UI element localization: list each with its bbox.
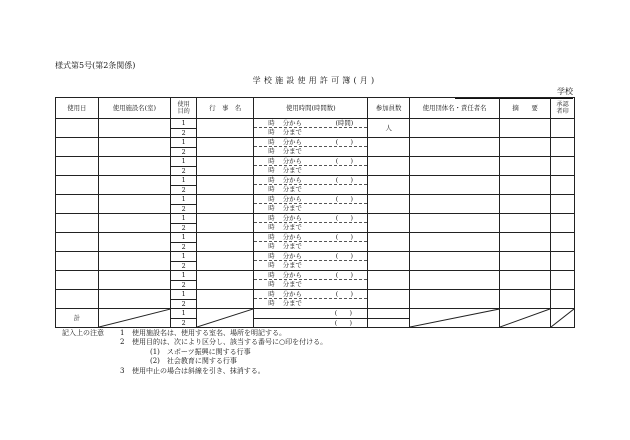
note-2-num: 2 — [120, 338, 125, 347]
from-hour-label: 時 — [268, 214, 275, 223]
to-min-label: 分まで — [282, 147, 302, 156]
from-min-label: 分から — [282, 195, 302, 204]
from-min-label: 分から — [282, 214, 302, 223]
time-to — [254, 204, 367, 213]
from-min-label: 分から — [282, 119, 302, 128]
facility-cell[interactable] — [98, 271, 171, 290]
event-cell[interactable] — [197, 290, 254, 309]
ledger-body — [56, 119, 575, 328]
purpose-option-1[interactable]: 1 — [171, 271, 197, 281]
time-cell[interactable] — [254, 176, 368, 195]
from-hour-label: 時 — [268, 290, 275, 299]
to-hour-label: 時 — [268, 166, 275, 175]
event-cell[interactable] — [197, 252, 254, 271]
date-cell[interactable] — [56, 176, 99, 195]
purpose-option-1[interactable]: 1 — [171, 252, 197, 262]
remarks-cell[interactable] — [500, 195, 551, 214]
approval-cell[interactable] — [551, 290, 575, 309]
col-date: 使用日 — [56, 98, 99, 119]
date-cell[interactable] — [56, 290, 99, 309]
to-min-label: 分まで — [282, 128, 302, 137]
approval-cell[interactable] — [551, 233, 575, 252]
hours-paren: ( ) — [335, 233, 353, 242]
participants-cell[interactable] — [368, 119, 410, 138]
time-cell[interactable] — [254, 252, 368, 271]
time-to — [254, 128, 367, 137]
total-purpose-2[interactable]: 2 — [171, 318, 197, 328]
remarks-cell[interactable] — [500, 252, 551, 271]
time-cell[interactable] — [254, 157, 368, 176]
time-cell[interactable] — [254, 290, 368, 309]
to-min-label: 分まで — [282, 185, 302, 194]
remarks-cell[interactable] — [500, 271, 551, 290]
approval-cell[interactable] — [551, 271, 575, 290]
event-cell[interactable] — [197, 176, 254, 195]
facility-cell[interactable] — [98, 252, 171, 271]
organization-cell[interactable] — [409, 290, 499, 309]
from-min-label: 分から — [282, 271, 302, 280]
remarks-cell[interactable] — [500, 119, 551, 138]
participants-cell[interactable] — [368, 290, 410, 309]
col-purpose-l2: 目的 — [177, 108, 190, 115]
event-cell[interactable] — [197, 233, 254, 252]
to-min-label: 分まで — [282, 242, 302, 251]
time-cell[interactable] — [254, 271, 368, 290]
page-title: 学校施設使用許可簿(月) — [252, 76, 378, 85]
participants-cell[interactable] — [368, 195, 410, 214]
approval-cell[interactable] — [551, 195, 575, 214]
hours-paren: ( ) — [335, 271, 353, 280]
participants-unit: 人 — [385, 123, 392, 132]
total-time-1[interactable]: ( ) — [254, 309, 368, 319]
to-hour-label: 時 — [268, 261, 275, 270]
from-min-label: 分から — [282, 233, 302, 242]
col-remarks: 摘 要 — [500, 98, 551, 119]
note-3-num: 3 — [120, 366, 125, 375]
facility-cell[interactable] — [98, 214, 171, 233]
total-event-slash — [197, 309, 254, 328]
approval-cell[interactable] — [551, 157, 575, 176]
participants-cell[interactable] — [368, 271, 410, 290]
time-to — [254, 280, 367, 289]
facility-cell[interactable] — [98, 176, 171, 195]
purpose-option-2[interactable]: 2 — [171, 223, 197, 233]
purpose-option-1[interactable]: 1 — [171, 214, 197, 224]
hours-paren: (時間) — [335, 119, 354, 128]
to-hour-label: 時 — [268, 223, 275, 232]
to-hour-label: 時 — [268, 280, 275, 289]
purpose-option-2[interactable]: 2 — [171, 299, 197, 309]
remarks-cell[interactable] — [500, 176, 551, 195]
entry-row — [56, 157, 575, 167]
facility-cell[interactable] — [98, 233, 171, 252]
to-min-label: 分まで — [282, 261, 302, 270]
purpose-option-2[interactable]: 2 — [171, 147, 197, 157]
date-cell[interactable] — [56, 138, 99, 157]
note-2-1: (1) スポーツ振興に関する行事 — [150, 347, 251, 356]
to-min-label: 分まで — [282, 299, 302, 308]
purpose-option-1[interactable]: 1 — [171, 290, 197, 300]
date-cell[interactable] — [56, 214, 99, 233]
to-min-label: 分まで — [282, 204, 302, 213]
total-approval-slash — [551, 309, 575, 328]
date-cell[interactable] — [56, 252, 99, 271]
purpose-option-1[interactable]: 1 — [171, 195, 197, 205]
header-row — [56, 98, 575, 119]
note-2: 使用目的は、次により区分し、該当する番号に○印を付ける。 — [132, 338, 328, 347]
total-facility-slash — [98, 309, 171, 328]
from-min-label: 分から — [282, 290, 302, 299]
entry-row — [56, 252, 575, 262]
col-approval-l1: 承認 — [556, 101, 569, 108]
organization-cell[interactable] — [409, 233, 499, 252]
hours-label: 時間 — [338, 119, 351, 128]
to-min-label: 分まで — [282, 280, 302, 289]
total-org-slash — [409, 309, 499, 328]
col-participants: 参加員数 — [368, 98, 410, 119]
entry-row — [56, 195, 575, 205]
remarks-cell[interactable] — [500, 138, 551, 157]
permit-ledger-table — [55, 97, 575, 328]
form-number: 様式第5号(第2条関係) — [55, 61, 136, 70]
time-to — [254, 242, 367, 251]
to-hour-label: 時 — [268, 299, 275, 308]
to-hour-label: 時 — [268, 147, 275, 156]
facility-cell[interactable] — [98, 138, 171, 157]
event-cell[interactable] — [197, 119, 254, 138]
entry-row — [56, 271, 575, 281]
to-hour-label: 時 — [268, 204, 275, 213]
purpose-option-1[interactable]: 1 — [171, 157, 197, 167]
col-organization: 使用団体名・責任者名 — [409, 98, 499, 119]
organization-cell[interactable] — [409, 271, 499, 290]
date-cell[interactable] — [56, 119, 99, 138]
time-from — [254, 234, 367, 243]
entry-row — [56, 290, 575, 300]
date-cell[interactable] — [56, 233, 99, 252]
col-approval-l2: 者印 — [556, 108, 569, 115]
event-cell[interactable] — [197, 157, 254, 176]
col-facility: 使用施設名(室) — [98, 98, 171, 119]
time-to — [254, 185, 367, 194]
organization-cell[interactable] — [409, 138, 499, 157]
participants-cell[interactable] — [368, 214, 410, 233]
purpose-option-1[interactable]: 1 — [171, 233, 197, 243]
col-event: 行 事 名 — [197, 98, 254, 119]
time-from — [254, 177, 367, 186]
to-hour-label: 時 — [268, 128, 275, 137]
time-to — [254, 223, 367, 232]
purpose-option-1[interactable]: 1 — [171, 138, 197, 148]
from-hour-label: 時 — [268, 176, 275, 185]
hours-paren: ( ) — [335, 214, 353, 223]
time-from — [254, 253, 367, 262]
to-min-label: 分まで — [282, 223, 302, 232]
participants-cell[interactable] — [368, 157, 410, 176]
facility-cell[interactable] — [98, 195, 171, 214]
from-hour-label: 時 — [268, 271, 275, 280]
event-cell[interactable] — [197, 271, 254, 290]
time-cell[interactable] — [254, 214, 368, 233]
from-hour-label: 時 — [268, 119, 275, 128]
purpose-option-2[interactable]: 2 — [171, 185, 197, 195]
event-cell[interactable] — [197, 138, 254, 157]
time-from — [254, 120, 367, 129]
date-cell[interactable] — [56, 157, 99, 176]
total-participants-2[interactable] — [368, 318, 410, 328]
event-cell[interactable] — [197, 195, 254, 214]
organization-cell[interactable] — [409, 214, 499, 233]
col-time: 使用時間(時間数) — [254, 98, 368, 119]
approval-cell[interactable] — [551, 119, 575, 138]
time-to — [254, 166, 367, 175]
time-cell[interactable] — [254, 195, 368, 214]
from-min-label: 分から — [282, 157, 302, 166]
organization-cell[interactable] — [409, 176, 499, 195]
purpose-option-2[interactable]: 2 — [171, 166, 197, 176]
from-min-label: 分から — [282, 252, 302, 261]
remarks-cell[interactable] — [500, 233, 551, 252]
total-row — [56, 309, 575, 319]
from-hour-label: 時 — [268, 195, 275, 204]
organization-cell[interactable] — [409, 157, 499, 176]
col-approval — [551, 98, 575, 119]
total-participants-1[interactable] — [368, 309, 410, 319]
purpose-option-2[interactable]: 2 — [171, 261, 197, 271]
entry-row — [56, 233, 575, 243]
purpose-option-2[interactable]: 2 — [171, 128, 197, 138]
hours-paren: ( ) — [335, 252, 353, 261]
total-remarks-slash — [500, 309, 551, 328]
purpose-option-2[interactable]: 2 — [171, 204, 197, 214]
event-cell[interactable] — [197, 214, 254, 233]
participants-cell[interactable] — [368, 176, 410, 195]
from-hour-label: 時 — [268, 157, 275, 166]
note-2-2: (2) 社会教育に関する行事 — [150, 357, 237, 366]
entry-row — [56, 119, 575, 129]
school-label: 学校 — [557, 87, 573, 96]
to-hour-label: 時 — [268, 242, 275, 251]
remarks-cell[interactable] — [500, 290, 551, 309]
from-min-label: 分から — [282, 138, 302, 147]
participants-cell[interactable] — [368, 252, 410, 271]
to-min-label: 分まで — [282, 166, 302, 175]
organization-cell[interactable] — [409, 195, 499, 214]
total-time-2[interactable]: ( ) — [254, 318, 368, 328]
notes-lead: 記入上の注意 — [62, 329, 104, 337]
participants-cell[interactable] — [368, 233, 410, 252]
participants-cell[interactable] — [368, 138, 410, 157]
purpose-option-1[interactable]: 1 — [171, 176, 197, 186]
time-from — [254, 196, 367, 205]
time-from — [254, 272, 367, 281]
from-min-label: 分から — [282, 176, 302, 185]
remarks-cell[interactable] — [500, 157, 551, 176]
note-3: 使用中止の場合は斜線を引き、抹消する。 — [132, 366, 265, 375]
time-cell[interactable] — [254, 233, 368, 252]
note-1-num: 1 — [120, 329, 125, 337]
hours-paren: ( ) — [335, 195, 353, 204]
total-label: 計 — [56, 309, 99, 328]
facility-cell[interactable] — [98, 119, 171, 138]
facility-cell[interactable] — [98, 157, 171, 176]
purpose-option-2[interactable]: 2 — [171, 242, 197, 252]
from-hour-label: 時 — [268, 233, 275, 242]
col-purpose — [171, 98, 197, 119]
time-from — [254, 158, 367, 167]
organization-cell[interactable] — [409, 252, 499, 271]
note-1: 使用施設名は、使用する室名、場所を明記する。 — [132, 329, 286, 337]
remarks-cell[interactable] — [500, 214, 551, 233]
to-hour-label: 時 — [268, 185, 275, 194]
entry-row — [56, 176, 575, 186]
time-from — [254, 291, 367, 300]
from-hour-label: 時 — [268, 138, 275, 147]
time-to — [254, 147, 367, 156]
facility-cell[interactable] — [98, 290, 171, 309]
notes — [62, 329, 327, 376]
purpose-option-2[interactable]: 2 — [171, 280, 197, 290]
time-to — [254, 261, 367, 270]
time-to — [254, 299, 367, 308]
approval-cell[interactable] — [551, 176, 575, 195]
hours-paren: ( ) — [335, 176, 353, 185]
time-from — [254, 215, 367, 224]
hours-paren: ( ) — [335, 290, 353, 299]
hours-paren: ( ) — [335, 157, 353, 166]
organization-cell[interactable] — [409, 119, 499, 138]
entry-row — [56, 214, 575, 224]
purpose-option-1[interactable]: 1 — [171, 119, 197, 129]
time-from — [254, 139, 367, 148]
date-cell[interactable] — [56, 271, 99, 290]
approval-cell[interactable] — [551, 252, 575, 271]
date-cell[interactable] — [56, 195, 99, 214]
hours-paren: ( ) — [335, 138, 353, 147]
approval-cell[interactable] — [551, 214, 575, 233]
time-cell[interactable] — [254, 138, 368, 157]
total-purpose-1[interactable]: 1 — [171, 309, 197, 319]
col-purpose-l1: 使用 — [177, 101, 190, 108]
approval-cell[interactable] — [551, 138, 575, 157]
time-cell[interactable] — [254, 119, 368, 138]
from-hour-label: 時 — [268, 252, 275, 261]
entry-row — [56, 138, 575, 148]
